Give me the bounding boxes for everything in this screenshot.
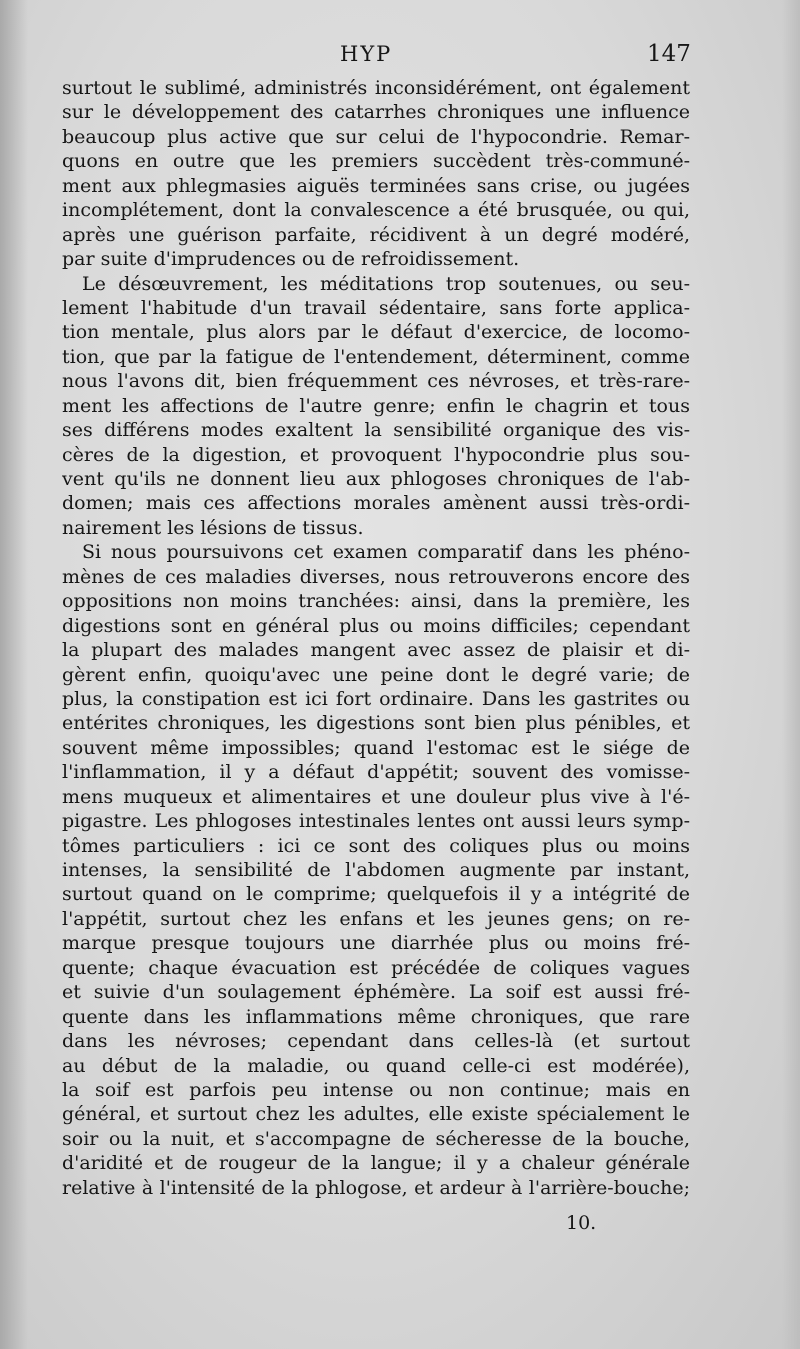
text-line: quons en outre que les premiers succèdent très-communé-	[62, 150, 690, 173]
text-line: souvent même impossibles; quand l'estomac est le siége de	[62, 736, 690, 759]
text-line: ses différens modes exaltent la sensibilité organique des vis-	[62, 419, 690, 442]
text-line: au début de la maladie, ou quand celle-ci est modérée),	[62, 1054, 690, 1077]
text-line: d'aridité et de rougeur de la langue; il y a chaleur générale	[62, 1152, 690, 1175]
text-line: nairement les lésions de tissus.	[62, 516, 364, 539]
text-line: et suivie d'un soulagement éphémère. La soif est aussi fré-	[62, 981, 690, 1004]
text-line: marque presque toujours une diarrhée plus ou moins fré-	[62, 932, 690, 955]
text-line: cères de la digestion, et provoquent l'hypocondrie plus sou-	[62, 443, 690, 466]
text-line: tion, que par la fatigue de l'entendement, déterminent, comme	[62, 345, 690, 368]
text-line: soir ou la nuit, et s'accompagne de sécheresse de la bouche,	[62, 1127, 690, 1150]
text-line: surtout le sublimé, administrés inconsidérément, ont également	[62, 77, 690, 99]
text-line: entérites chroniques, les digestions sont bien plus pénibles, et	[62, 712, 690, 735]
text-line: ment les affections de l'autre genre; enfin le chagrin et tous	[62, 394, 690, 417]
text-line: beaucoup plus active que sur celui de l'hypocondrie. Remar-	[62, 125, 690, 148]
text-line: l'inflammation, il y a défaut d'appétit; souvent des vomisse-	[62, 761, 690, 784]
text-line: la plupart des malades mangent avec assez de plaisir et di-	[62, 639, 690, 662]
text-line: oppositions non moins tranchées: ainsi, dans la première, les	[62, 590, 690, 613]
signature-mark: 10.	[566, 1212, 597, 1234]
text-line: par suite d'imprudences ou de refroidissement.	[62, 248, 520, 271]
text-line: après une guérison parfaite, récidivent à un degré modéré,	[62, 223, 690, 246]
text-line: dans les névroses; cependant dans celles-là (et surtout	[62, 1030, 690, 1053]
text-line: vent qu'ils ne donnent lieu aux phlogoses chroniques de l'ab-	[62, 468, 690, 490]
text-line: tômes particuliers : ici ce sont des coliques plus ou moins	[62, 834, 690, 857]
text-line: plus, la constipation est ici fort ordinaire. Dans les gastrites ou	[62, 687, 690, 710]
text-line: mènes de ces maladies diverses, nous retrouverons encore des	[62, 565, 690, 588]
text-line: ment aux phlegmasies aiguës terminées sans crise, ou jugées	[62, 174, 690, 197]
body-text	[62, 76, 690, 1200]
page-number: 147	[647, 41, 691, 67]
running-head: HYP	[340, 42, 393, 66]
text-line: lement l'habitude d'un travail sédentaire, sans forte applica-	[62, 296, 690, 319]
text-line: mens muqueux et alimentaires et une douleur plus vive à l'é-	[62, 785, 690, 808]
text-line: général, et surtout chez les adultes, elle existe spécialement le	[62, 1103, 690, 1126]
text-line: quente dans les inflammations même chroniques, que rare	[62, 1005, 690, 1028]
text-line: Si nous poursuivons cet examen comparatif dans les phéno-	[82, 541, 690, 564]
text-line: digestions sont en général plus ou moins difficiles; cependant	[62, 614, 690, 637]
text-line: incomplétement, dont la convalescence a été brusquée, ou qui,	[62, 199, 690, 222]
text-line: nous l'avons dit, bien fréquemment ces névroses, et très-rare-	[62, 370, 690, 393]
text-line: intenses, la sensibilité de l'abdomen augmente par instant,	[62, 859, 690, 881]
text-line: pigastre. Les phlogoses intestinales lentes ont aussi leurs symp-	[62, 810, 690, 833]
text-line: gèrent enfin, quoiqu'avec une peine dont le degré varie; de	[62, 663, 690, 686]
text-line: relative à l'intensité de la phlogose, et ardeur à l'arrière-bouche;	[62, 1176, 690, 1199]
text-line: tion mentale, plus alors par le défaut d'exercice, de locomo-	[62, 321, 690, 344]
text-line: Le désœuvrement, les méditations trop soutenues, ou seu-	[82, 272, 690, 295]
text-line: domen; mais ces affections morales amènent aussi très-ordi-	[62, 492, 690, 515]
text-line: surtout quand on le comprime; quelquefois il y a intégrité de	[62, 883, 690, 906]
text-line: quente; chaque évacuation est précédée de coliques vagues	[62, 956, 690, 979]
text-line: l'appétit, surtout chez les enfans et les jeunes gens; on re-	[62, 907, 690, 930]
text-line: sur le développement des catarrhes chroniques une influence	[62, 101, 690, 124]
text-line: la soif est parfois peu intense ou non continue; mais en	[62, 1078, 690, 1101]
